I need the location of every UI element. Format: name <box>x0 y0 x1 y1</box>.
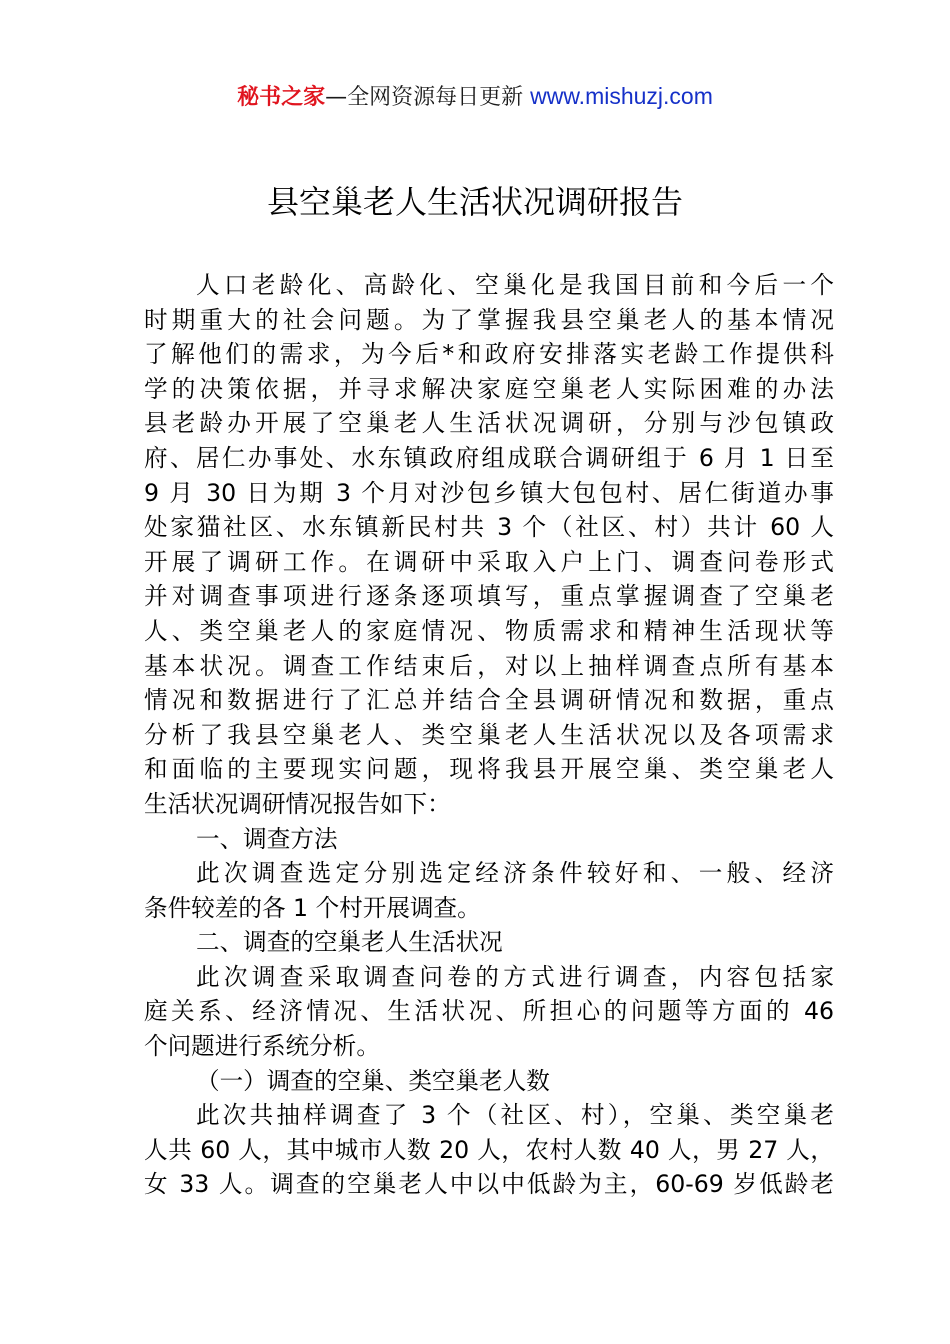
body-line: 县老龄办开展了空巢老人生活状况调研，分别与沙包镇政 <box>144 409 834 438</box>
body-line: 人、类空巢老人的家庭情况、物质需求和精神生活现状等 <box>144 616 834 645</box>
body-line: 情况和数据进行了汇总并结合全县调研情况和数据，重点 <box>144 686 834 715</box>
body-line: 府、居仁办事处、水东镇政府组成联合调研组于 6 月 1 日至 <box>144 443 834 472</box>
document-body <box>144 268 834 1202</box>
body-line: （一）调查的空巢、类空巢老人数 <box>196 1066 550 1095</box>
body-line: 条件较差的各 1 个村开展调查。 <box>144 893 481 922</box>
body-line: 人共 60 人，其中城市人数 20 人，农村人数 40 人，男 27 人， <box>144 1135 834 1164</box>
body-line: 了解他们的需求，为今后*和政府安排落实老龄工作提供科 <box>144 340 834 369</box>
body-line: 时期重大的社会问题。为了掌握我县空巢老人的基本情况 <box>144 305 834 334</box>
body-line: 分析了我县空巢老人、类空巢老人生活状况以及各项需求 <box>144 720 834 749</box>
body-line: 学的决策依据，并寻求解决家庭空巢老人实际困难的办法 <box>144 374 834 403</box>
body-line: 此次共抽样调查了 3 个（社区、村），空巢、类空巢老 <box>196 1101 834 1130</box>
site-link[interactable]: www.mishuzj.com <box>530 83 713 109</box>
body-line: 和面临的主要现实问题，现将我县开展空巢、类空巢老人 <box>144 755 834 784</box>
body-line: 9 月 30 日为期 3 个月对沙包乡镇大包包村、居仁街道办事 <box>144 478 834 507</box>
body-line: 处家猫社区、水东镇新民村共 3 个（社区、村）共计 60 人 <box>144 513 834 542</box>
body-line: 此次调查选定分别选定经济条件较好和、一般、经济 <box>196 859 834 888</box>
body-line: 女 33 人。调查的空巢老人中以中低龄为主，60-69 岁低龄老 <box>144 1170 834 1199</box>
brand-name: 秘书之家 <box>237 85 326 110</box>
header-tagline: —全网资源每日更新 <box>325 85 524 110</box>
document-title: 县空巢老人生活状况调研报告 <box>266 183 683 221</box>
body-line: 并对调查事项进行逐条逐项填写，重点掌握调查了空巢老 <box>144 582 834 611</box>
body-line: 开展了调研工作。在调研中采取入户上门、调查问卷形式 <box>144 547 834 576</box>
body-line: 二、调查的空巢老人生活状况 <box>196 928 503 957</box>
body-line: 基本状况。调查工作结束后，对以上抽样调查点所有基本 <box>144 651 834 680</box>
body-line: 此次调查采取调查问卷的方式进行调查，内容包括家 <box>196 962 834 991</box>
body-line: 人口老龄化、高龄化、空巢化是我国目前和今后一个 <box>196 271 834 299</box>
body-line: 庭关系、经济情况、生活状况、所担心的问题等方面的 46 <box>144 997 834 1026</box>
body-line: 生活状况调研情况报告如下： <box>144 789 451 818</box>
body-line: 一、调查方法 <box>196 824 338 853</box>
body-line: 个问题进行系统分析。 <box>144 1032 380 1061</box>
site-header <box>0 80 950 114</box>
